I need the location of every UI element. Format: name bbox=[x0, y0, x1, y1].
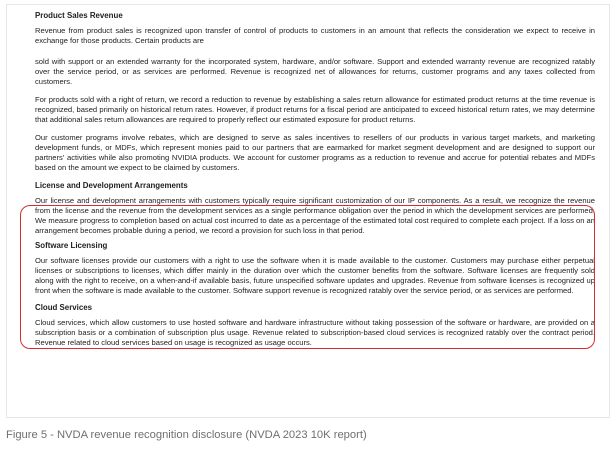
document-page bbox=[35, 11, 595, 348]
product-sales-paragraph-3: For products sold with a right of return, we record a reduction to revenue by establishing a sales return allowance for estimated product returns at the time revenue is recognized, based primarily on historical return rates. However, if product returns for a fiscal period are anticipated to exceed historical return rates, we may determine that additional sales return allowances are required to properly reflect our estimated exposure for product returns. bbox=[35, 95, 595, 124]
cloud-services-paragraph: Cloud services, which allow customers to use hosted software and hardware infrastructure without taking possession of the software or hardware, are provided on a subscription basis or a combination of subscription plus usage. Revenue related to subscription-based cloud services is recognized ratably over the contract period. Revenue related to cloud services based on usage is recognized as usage occurs. bbox=[35, 318, 595, 347]
figure-caption: Figure 5 - NVDA revenue recognition disclosure (NVDA 2023 10K report) bbox=[6, 429, 367, 441]
document-excerpt bbox=[6, 4, 610, 418]
product-sales-paragraph-4: Our customer programs involve rebates, which are designed to serve as sales incentives to resellers of our products in various target markets, and marketing development funds, or MDFs, which represent monies paid to our partners that are earmarked for market segment development and are designed to support our partners' activities while also promoting NVIDIA products. We account for customer programs as a reduction to revenue and accrue for potential rebates and MDFs based on the amount we expect to be claimed by customers. bbox=[35, 133, 595, 172]
software-licensing-heading: Software Licensing bbox=[35, 241, 108, 250]
software-licensing-paragraph: Our software licenses provide our customers with a right to use the software when it is made available to the customer. Customers may purchase either perpetual licenses or subscriptions to licenses, which differ mainly in the duration over which the customer benefits from the software. Software licenses are frequently sold along with the right to receive, on a when-and-if available basis, future unspecified software updates and upgrades. Revenue from software licenses is recognized up front when the software is made available to the customer. Software support revenue is recognized ratably over the service period, or as services are performed. bbox=[35, 256, 595, 295]
product-sales-paragraph-1: Revenue from product sales is recognized upon transfer of control of products to customers in an amount that reflects the consideration we expect to receive in exchange for those products. Certain products are bbox=[35, 26, 595, 45]
license-development-paragraph: Our license and development arrangements with customers typically require significant customization of our IP components. As a result, we recognize the revenue from the license and the revenue from the development services as a single performance obligation over the period in which the development services are performed. We measure progress to completion based on actual cost incurred to date as a percentage of the estimated total cost required to complete each project. If a loss on an arrangement becomes probable during a period, we record a provision for such loss in that period. bbox=[35, 196, 596, 235]
license-development-heading: License and Development Arrangements bbox=[35, 181, 188, 190]
cloud-services-heading: Cloud Services bbox=[35, 303, 93, 312]
product-sales-paragraph-2: sold with support or an extended warranty for the incorporated system, hardware, and/or software. Support and extended warranty revenue are recognized ratably over the service period, or as services are performed. Revenue is recognized net of allowances for returns, customer programs and any taxes collected from customers. bbox=[35, 57, 595, 86]
product-sales-heading: Product Sales Revenue bbox=[35, 11, 123, 20]
